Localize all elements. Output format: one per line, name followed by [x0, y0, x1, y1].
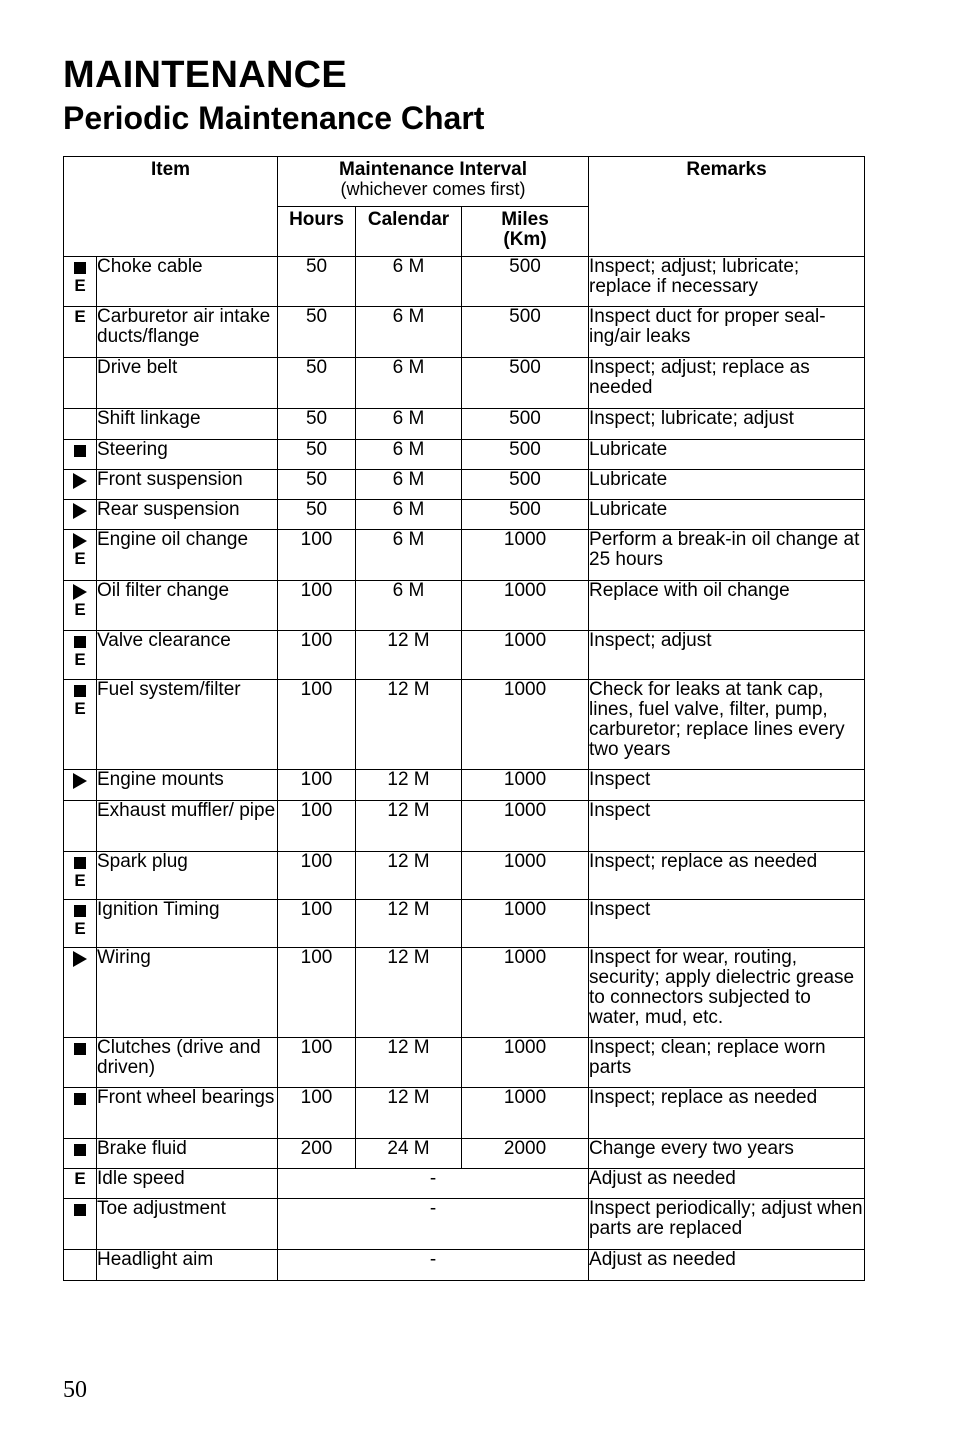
row-miles: 500	[462, 257, 589, 307]
table-row	[64, 801, 865, 852]
row-remarks: Perform a break-in oil change at 25 hours	[589, 530, 865, 581]
row-item: Carburetor air intake ducts/flange	[97, 307, 278, 358]
row-symbols	[64, 948, 97, 1038]
square-icon	[64, 440, 96, 459]
row-calendar: 6 M	[356, 358, 462, 409]
row-calendar: 24 M	[356, 1139, 462, 1169]
row-item: Fuel system/filter	[97, 680, 278, 770]
row-symbols	[64, 1088, 97, 1139]
row-remarks: Inspect; lubricate; adjust	[589, 409, 865, 440]
row-miles: 1000	[462, 581, 589, 631]
row-symbols	[64, 581, 97, 631]
row-item: Exhaust muffler/ pipe	[97, 801, 278, 852]
square-icon	[64, 1038, 96, 1057]
header-remarks: Remarks	[589, 157, 865, 257]
row-item: Idle speed	[97, 1169, 278, 1199]
row-remarks: Inspect; replace as needed	[589, 1088, 865, 1139]
table-row	[64, 470, 865, 500]
maintenance-table	[63, 156, 865, 1281]
table-row	[64, 631, 865, 680]
row-calendar: 6 M	[356, 581, 462, 631]
row-miles: 1000	[462, 801, 589, 852]
table-row	[64, 680, 865, 770]
header-miles: Miles (Km)	[462, 207, 589, 257]
row-calendar: 12 M	[356, 801, 462, 852]
header-calendar: Calendar	[356, 207, 462, 257]
row-hours: 50	[278, 358, 356, 409]
row-remarks: Inspect duct for proper seal-ing/air leaks	[589, 307, 865, 358]
emission-symbol: E	[74, 650, 86, 669]
row-calendar: 12 M	[356, 680, 462, 770]
row-item: Front wheel bearings	[97, 1088, 278, 1139]
triangle-icon	[64, 581, 96, 600]
row-remarks: Inspect periodically; adjust when parts are replaced	[589, 1199, 865, 1250]
row-item: Front suspension	[97, 470, 278, 500]
row-interval: -	[278, 1199, 589, 1250]
row-item: Shift linkage	[97, 409, 278, 440]
row-symbols	[64, 1250, 97, 1281]
table-row	[64, 307, 865, 358]
table-row	[64, 1250, 865, 1281]
square-icon	[64, 680, 96, 699]
row-item: Wiring	[97, 948, 278, 1038]
emission-symbol: E	[74, 549, 86, 568]
table-row	[64, 409, 865, 440]
row-calendar: 12 M	[356, 948, 462, 1038]
row-hours: 100	[278, 900, 356, 948]
row-hours: 100	[278, 770, 356, 801]
row-symbols	[64, 1199, 97, 1250]
table-row	[64, 440, 865, 470]
row-remarks: Inspect; adjust; replace as needed	[589, 358, 865, 409]
row-symbols	[64, 409, 97, 440]
row-item: Brake fluid	[97, 1139, 278, 1169]
row-interval: -	[278, 1250, 589, 1281]
row-remarks: Inspect	[589, 801, 865, 852]
table-row	[64, 900, 865, 948]
row-hours: 50	[278, 257, 356, 307]
row-item: Steering	[97, 440, 278, 470]
table-row	[64, 581, 865, 631]
triangle-icon	[64, 770, 96, 789]
row-remarks: Lubricate	[589, 440, 865, 470]
row-item: Engine mounts	[97, 770, 278, 801]
row-hours: 100	[278, 1038, 356, 1088]
row-remarks: Adjust as needed	[589, 1169, 865, 1199]
row-miles: 1000	[462, 948, 589, 1038]
emission-symbol: E	[74, 600, 86, 619]
row-remarks: Inspect for wear, routing, security; apply dielectric grease to connectors subjected to water, mud, etc.	[589, 948, 865, 1038]
row-remarks: Check for leaks at tank cap, lines, fuel valve, filter, pump, carburetor; replace lines every two years	[589, 680, 865, 770]
row-item: Choke cable	[97, 257, 278, 307]
row-calendar: 12 M	[356, 852, 462, 900]
row-symbols	[64, 1139, 97, 1169]
square-icon	[64, 257, 96, 276]
row-item: Rear suspension	[97, 500, 278, 530]
row-hours: 50	[278, 409, 356, 440]
row-hours: 50	[278, 307, 356, 358]
row-symbols	[64, 1038, 97, 1088]
row-interval: -	[278, 1169, 589, 1199]
row-hours: 100	[278, 530, 356, 581]
row-calendar: 6 M	[356, 530, 462, 581]
row-hours: 100	[278, 852, 356, 900]
row-remarks: Change every two years	[589, 1139, 865, 1169]
header-interval: Maintenance Interval (whichever comes first)	[278, 157, 589, 207]
emission-symbol: E	[74, 699, 86, 718]
row-item: Toe adjustment	[97, 1199, 278, 1250]
row-symbols	[64, 530, 97, 581]
table-row	[64, 1088, 865, 1139]
row-miles: 500	[462, 358, 589, 409]
square-icon	[64, 900, 96, 919]
row-hours: 100	[278, 631, 356, 680]
row-hours: 100	[278, 680, 356, 770]
triangle-icon	[64, 530, 96, 549]
row-symbols	[64, 852, 97, 900]
section-title: MAINTENANCE	[63, 54, 348, 96]
emission-symbol: E	[74, 871, 86, 890]
row-miles: 500	[462, 409, 589, 440]
square-icon	[64, 852, 96, 871]
row-hours: 100	[278, 1088, 356, 1139]
row-symbols	[64, 1169, 97, 1199]
row-symbols	[64, 440, 97, 470]
table-row	[64, 500, 865, 530]
chart-title: Periodic Maintenance Chart	[63, 100, 485, 136]
row-miles: 1000	[462, 631, 589, 680]
header-interval-note: (whichever comes first)	[340, 179, 526, 199]
row-miles: 500	[462, 307, 589, 358]
row-remarks: Inspect; adjust; lubricate; replace if necessary	[589, 257, 865, 307]
row-calendar: 12 M	[356, 631, 462, 680]
row-symbols	[64, 257, 97, 307]
row-miles: 500	[462, 440, 589, 470]
row-remarks: Replace with oil change	[589, 581, 865, 631]
row-miles: 1000	[462, 770, 589, 801]
row-symbols	[64, 307, 97, 358]
row-remarks: Inspect; adjust	[589, 631, 865, 680]
row-remarks: Inspect; replace as needed	[589, 852, 865, 900]
header-hours: Hours	[278, 207, 356, 257]
square-icon	[64, 631, 96, 650]
row-symbols	[64, 770, 97, 801]
triangle-icon	[64, 470, 96, 489]
row-miles: 1000	[462, 530, 589, 581]
table-row	[64, 948, 865, 1038]
header-item: Item	[64, 157, 278, 257]
row-hours: 100	[278, 581, 356, 631]
table-row	[64, 530, 865, 581]
row-remarks: Inspect	[589, 900, 865, 948]
page-number: 50	[63, 1377, 87, 1403]
row-remarks: Inspect	[589, 770, 865, 801]
table-body	[64, 257, 865, 1281]
row-item: Clutches (drive and driven)	[97, 1038, 278, 1088]
table-row	[64, 852, 865, 900]
row-hours: 50	[278, 440, 356, 470]
row-hours: 50	[278, 470, 356, 500]
row-miles: 500	[462, 470, 589, 500]
row-miles: 1000	[462, 680, 589, 770]
table-row	[64, 1169, 865, 1199]
row-remarks: Adjust as needed	[589, 1250, 865, 1281]
table-row	[64, 1139, 865, 1169]
row-calendar: 6 M	[356, 470, 462, 500]
row-calendar: 6 M	[356, 500, 462, 530]
row-item: Oil filter change	[97, 581, 278, 631]
row-hours: 50	[278, 500, 356, 530]
table-row	[64, 358, 865, 409]
emission-symbol: E	[74, 919, 86, 938]
row-calendar: 12 M	[356, 1088, 462, 1139]
row-calendar: 6 M	[356, 307, 462, 358]
row-miles: 1000	[462, 900, 589, 948]
emission-symbol: E	[74, 1169, 86, 1188]
row-remarks: Lubricate	[589, 470, 865, 500]
row-symbols	[64, 801, 97, 852]
row-calendar: 12 M	[356, 770, 462, 801]
row-hours: 100	[278, 948, 356, 1038]
row-miles: 1000	[462, 852, 589, 900]
row-symbols	[64, 500, 97, 530]
row-calendar: 6 M	[356, 409, 462, 440]
emission-symbol: E	[74, 276, 86, 295]
row-calendar: 6 M	[356, 257, 462, 307]
row-calendar: 12 M	[356, 900, 462, 948]
row-item: Spark plug	[97, 852, 278, 900]
table-row	[64, 1199, 865, 1250]
row-miles: 500	[462, 500, 589, 530]
row-item: Valve clearance	[97, 631, 278, 680]
row-symbols	[64, 470, 97, 500]
square-icon	[64, 1088, 96, 1107]
row-symbols	[64, 358, 97, 409]
row-symbols	[64, 900, 97, 948]
emission-symbol: E	[74, 307, 86, 326]
row-item: Headlight aim	[97, 1250, 278, 1281]
triangle-icon	[64, 500, 96, 519]
row-miles: 1000	[462, 1088, 589, 1139]
square-icon	[64, 1199, 96, 1218]
row-remarks: Lubricate	[589, 500, 865, 530]
table-row	[64, 257, 865, 307]
table-row	[64, 770, 865, 801]
table-row	[64, 1038, 865, 1088]
row-miles: 1000	[462, 1038, 589, 1088]
row-item: Drive belt	[97, 358, 278, 409]
square-icon	[64, 1139, 96, 1158]
row-remarks: Inspect; clean; replace worn parts	[589, 1038, 865, 1088]
triangle-icon	[64, 948, 96, 967]
row-item: Engine oil change	[97, 530, 278, 581]
row-item: Ignition Timing	[97, 900, 278, 948]
row-hours: 200	[278, 1139, 356, 1169]
row-calendar: 12 M	[356, 1038, 462, 1088]
row-hours: 100	[278, 801, 356, 852]
row-symbols	[64, 631, 97, 680]
row-calendar: 6 M	[356, 440, 462, 470]
row-miles: 2000	[462, 1139, 589, 1169]
row-symbols	[64, 680, 97, 770]
